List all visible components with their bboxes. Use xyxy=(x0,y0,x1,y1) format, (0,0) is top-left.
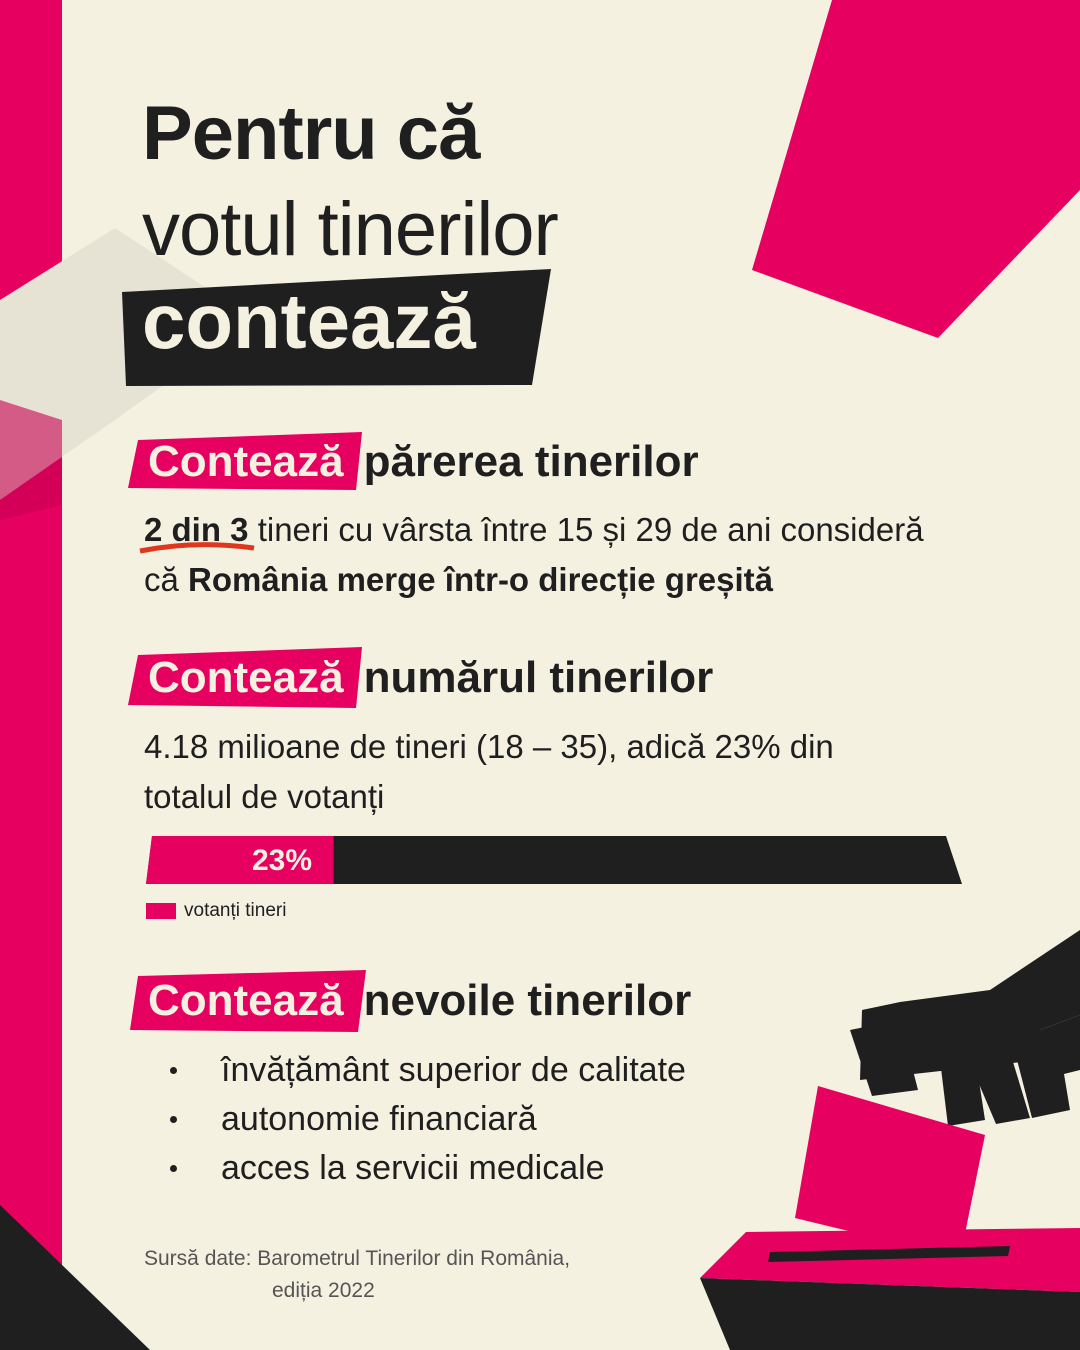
body-text-part: tineri cu vârsta între 15 și 29 de ani consideră xyxy=(248,511,924,548)
stripe-shade xyxy=(0,400,62,520)
title-line-2: votul tinerilor xyxy=(142,187,558,272)
bar-legend xyxy=(146,900,286,922)
ballot-box-icon xyxy=(700,1228,1080,1350)
hand-icon xyxy=(850,930,1080,1126)
list-item-text: învățământ superior de calitate xyxy=(221,1051,686,1089)
source-line-1: Sursă date: Barometrul Tinerilor din România, xyxy=(144,1247,571,1270)
source-note xyxy=(144,1243,570,1307)
section-body-number xyxy=(144,722,834,822)
list-item xyxy=(160,1095,686,1144)
bullet-icon xyxy=(170,1165,177,1172)
source-line-2: ediția 2022 xyxy=(272,1279,375,1302)
body-text-bold: România merge într-o direcție greșită xyxy=(188,561,774,598)
section-heading-text: numărul tinerilor xyxy=(363,653,714,702)
needs-list xyxy=(160,1046,686,1193)
bar-value-label: 23% xyxy=(252,844,313,877)
title-line-3-highlight: contează xyxy=(142,277,476,365)
top-right-shape xyxy=(752,0,1080,338)
section-heading-text: părerea tinerilor xyxy=(363,437,699,486)
list-item xyxy=(160,1046,686,1095)
section-body-opinion xyxy=(144,505,924,605)
section-chip: Contează xyxy=(148,653,344,702)
left-stripe xyxy=(0,0,62,1350)
bullet-icon xyxy=(170,1116,177,1123)
list-item-text: autonomie financiară xyxy=(221,1100,537,1138)
legend-text: votanți tineri xyxy=(184,900,287,921)
body-text-part: că xyxy=(144,561,189,598)
section-heading-text: nevoile tinerilor xyxy=(363,976,692,1025)
legend-swatch xyxy=(146,903,176,919)
stat-highlight: 2 din 3 xyxy=(144,511,249,548)
section-heading-opinion xyxy=(144,432,699,492)
bottom-left-triangle xyxy=(0,1205,150,1350)
list-item-text: acces la servicii medicale xyxy=(221,1149,605,1187)
bullet-icon xyxy=(170,1067,177,1074)
body-text-line: totalul de votanți xyxy=(144,778,385,815)
section-heading-needs xyxy=(144,971,691,1031)
list-item xyxy=(160,1144,686,1193)
body-text-line: 4.18 milioane de tineri (18 – 35), adică 23% din xyxy=(144,728,834,765)
title-line-1: Pentru că xyxy=(142,91,480,176)
section-heading-number xyxy=(144,648,713,708)
section-chip: Contează xyxy=(148,437,344,486)
section-chip: Contează xyxy=(148,976,344,1025)
